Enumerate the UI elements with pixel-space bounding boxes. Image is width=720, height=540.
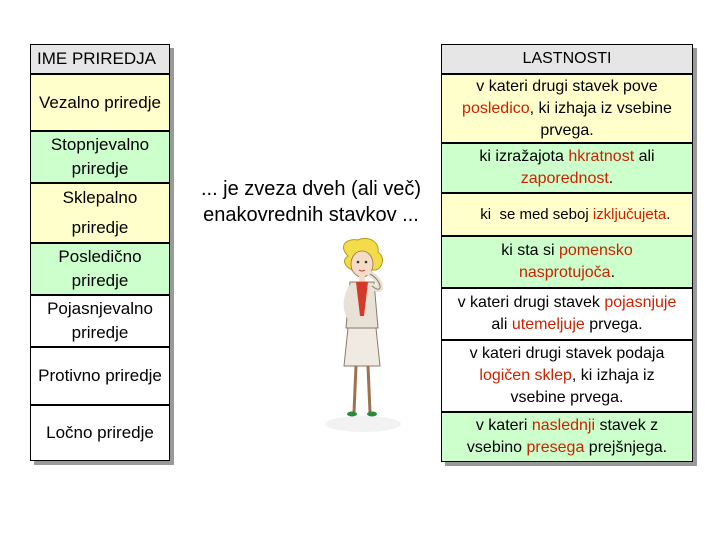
row-text: v kateri naslednji stavek z vsebino presega prejšnjega. — [466, 417, 668, 456]
left-row-sklepalno — [30, 183, 170, 243]
highlight: naslednji — [531, 417, 596, 434]
right-row-sklepalno — [441, 193, 693, 236]
right-row-posledicno — [441, 236, 693, 288]
thinking-woman-illustration — [318, 236, 408, 441]
row-label: Posledično priredje — [58, 247, 142, 290]
highlight: logičen sklep — [479, 367, 572, 384]
right-header-label: LASTNOSTI — [522, 50, 612, 67]
definition-text — [178, 176, 444, 228]
definition-line-2: enakovrednih stavkov ... — [203, 204, 419, 226]
right-header — [441, 44, 693, 74]
left-row-posledicno — [30, 243, 170, 295]
row-label: Vezalno priredje — [39, 92, 161, 112]
right-row-pojasnjevalno — [441, 288, 693, 340]
row-label: Pojasnjevalno priredje — [47, 299, 153, 342]
highlight: hkratnost — [568, 148, 635, 165]
left-header-label: IME PRIREDJA — [37, 49, 157, 68]
definition-line-1: ... je zveza dveh (ali več) — [200, 178, 422, 200]
left-row-protivno — [30, 347, 170, 405]
left-row-locno — [30, 405, 170, 461]
row-text: ki sta si pomensko nasprotujoča. — [501, 242, 633, 281]
row-label: Ločno priredje — [46, 423, 154, 442]
row-text: v kateri drugi stavek pojasnjuje ali utemeljuje prvega. — [457, 294, 677, 333]
right-row-locno — [441, 412, 693, 462]
highlight: pomensko nasprotujoča — [518, 242, 633, 281]
highlight: izključujeta — [592, 205, 667, 223]
row-label: Stopnjevalno priredje — [50, 135, 150, 178]
right-row-vezalno — [441, 74, 693, 143]
row-label: Sklepalno priredje — [62, 188, 138, 237]
left-header — [30, 44, 170, 74]
highlight: utemeljuje — [511, 316, 585, 333]
row-text: v kateri drugi stavek pove posledico, ki izhaja iz vsebine prvega. — [462, 77, 672, 139]
highlight: pojasnjuje — [604, 294, 677, 311]
highlight: posledico — [462, 99, 530, 117]
row-label: Protivno priredje — [38, 366, 162, 385]
left-row-pojasnjevalno — [30, 295, 170, 347]
row-text: ki izražajota hkratnost ali zaporednost. — [479, 148, 655, 187]
row-text: v kateri drugi stavek podaja logičen sklep, ki izhaja iz vsebine prvega. — [469, 345, 665, 406]
right-row-protivno — [441, 340, 693, 412]
highlight: presega — [526, 439, 585, 456]
highlight: zaporednost — [520, 170, 609, 187]
row-text: ki se med seboj izključujeta. — [480, 205, 671, 223]
left-row-stopnjevalno — [30, 131, 170, 183]
left-row-vezalno — [30, 74, 170, 131]
